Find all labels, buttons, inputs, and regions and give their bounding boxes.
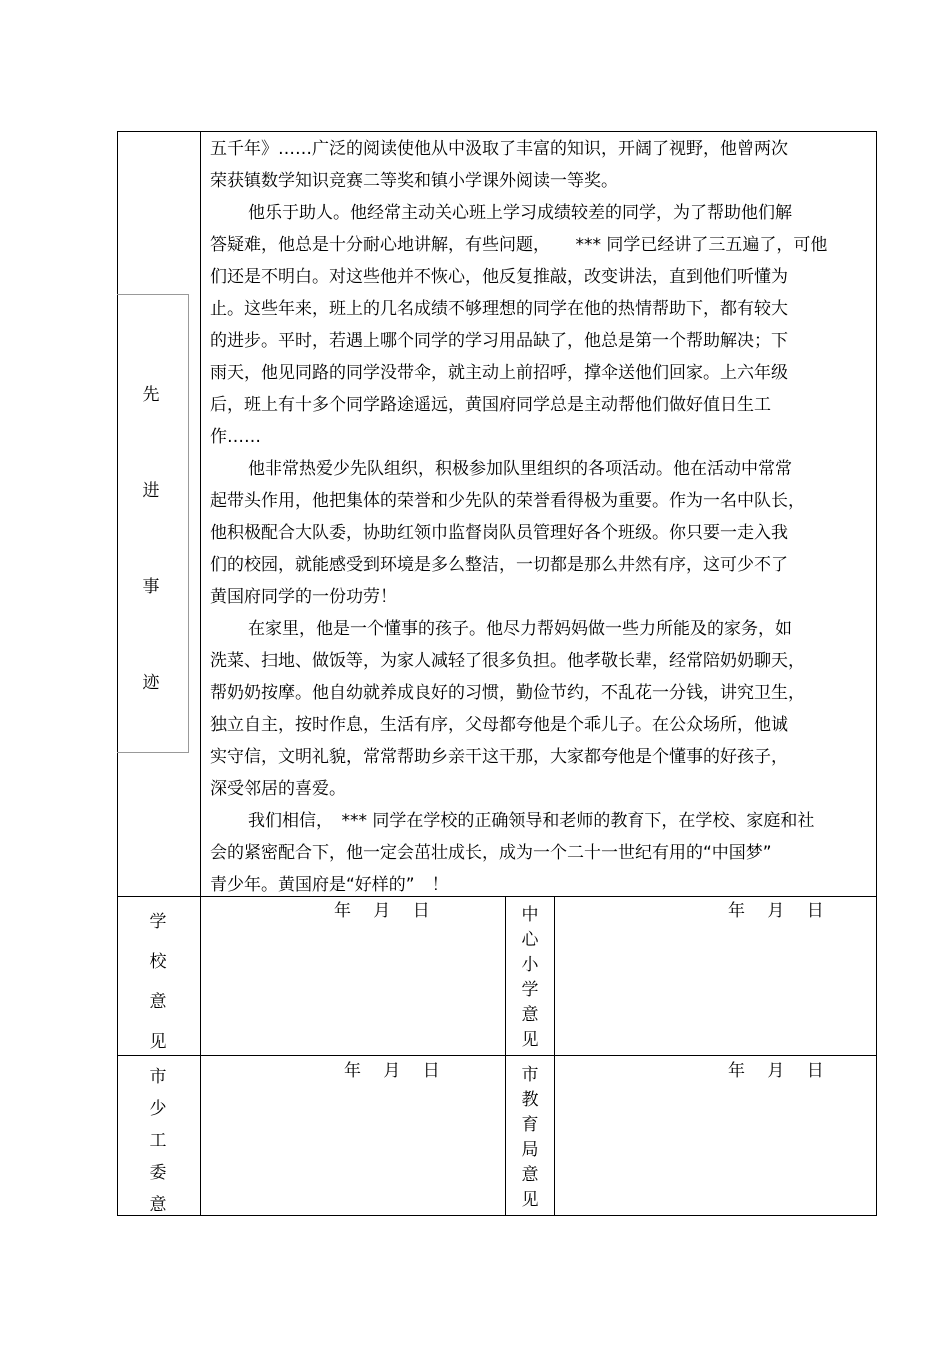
text-line: 实守信，文明礼貌，常常帮助乡亲干这干那，大家都夸他是个懂事的好孩子， xyxy=(210,747,788,767)
text-line: 他乐于助人。他经常主动关心班上学习成绩较差的同学，为了帮助他们解 xyxy=(248,203,792,223)
text-line: 他积极配合大队委，协助红领巾监督岗队员管理好各个班级。你只要一走入我 xyxy=(210,523,788,543)
label-char: 中 xyxy=(521,905,539,925)
text-line: 帮奶奶按摩。他自幼就养成良好的习惯，勤俭节约，不乱花一分钱，讲究卫生， xyxy=(210,683,805,703)
text-line: 他非常热爱少先队组织，积极参加队里组织的各项活动。他在活动中常常 xyxy=(248,459,792,479)
achievements-text xyxy=(210,133,860,901)
text-line: 青少年。黄国府是“好样的” ！ xyxy=(210,875,449,895)
city-youth-committee-label-char: 市 xyxy=(149,1067,167,1087)
text-line: 我们相信， *** 同学在学校的正确领导和老师的教育下，在学校、家庭和社 xyxy=(248,811,815,831)
city-youth-committee-label-char: 委 xyxy=(149,1163,167,1183)
label-char: 小 xyxy=(521,955,539,975)
label-char: 见 xyxy=(521,1190,539,1210)
text-line: 答疑难，他总是十分耐心地讲解，有些问题， *** 同学已经讲了三五遍了，可他 xyxy=(210,235,828,255)
text-line: 深受邻居的喜爱。 xyxy=(210,779,346,799)
center-school-opinion-label xyxy=(519,903,541,1053)
text-line: 雨天，他见同路的同学没带伞，就主动上前招呼，撑伞送他们回家。上六年级 xyxy=(210,363,788,383)
text-line: 独立自主，按时作息，生活有序，父母都夸他是个乖儿子。在公众场所，他诚 xyxy=(210,715,788,735)
label-char: 育 xyxy=(521,1115,539,1135)
text-line: 荣获镇数学知识竞赛二等奖和镇小学课外阅读一等奖。 xyxy=(210,171,618,191)
text-line: 五千年》……广泛的阅读使他从中汲取了丰富的知识，开阔了视野，他曾两次 xyxy=(210,139,788,159)
text-line: 后，班上有十多个同学路途遥远，黄国府同学总是主动帮他们做好值日生工 xyxy=(210,395,771,415)
school-opinion-label-char: 意 xyxy=(149,992,167,1012)
school-opinion-label-char: 见 xyxy=(149,1032,167,1052)
achievements-label-char: 迹 xyxy=(142,673,160,693)
row-divider-2 xyxy=(117,1055,877,1056)
education-bureau-opinion-label xyxy=(519,1063,541,1213)
achievements-label-char: 先 xyxy=(142,385,160,405)
label-char: 市 xyxy=(521,1065,539,1085)
label-char: 意 xyxy=(521,1005,539,1025)
label-char: 心 xyxy=(521,930,539,950)
text-line: 止。这些年来，班上的几名成绩不够理想的同学在他的热情帮助下，都有较大 xyxy=(210,299,788,319)
text-line: 起带头作用，他把集体的荣誉和少先队的荣誉看得极为重要。作为一名中队长， xyxy=(210,491,805,511)
text-line: 在家里，他是一个懂事的孩子。他尽力帮妈妈做一些力所能及的家务，如 xyxy=(248,619,792,639)
opinion-divider-b xyxy=(554,896,555,1216)
text-line: 会的紧密配合下，他一定会茁壮成长，成为一个二十一世纪有用的“中国梦” xyxy=(210,843,772,863)
city-youth-committee-label-char: 意 xyxy=(149,1195,167,1215)
text-line: 的进步。平时，若遇上哪个同学的学习用品缺了，他总是第一个帮助解决；下 xyxy=(210,331,788,351)
text-line: 们还是不明白。对这些他并不恢心，他反复推敲，改变讲法，直到他们听懂为 xyxy=(210,267,788,287)
city-youth-committee-date: 年 月 日 xyxy=(344,1061,440,1081)
label-char: 教 xyxy=(521,1090,539,1110)
label-char: 见 xyxy=(521,1030,539,1050)
opinion-divider-a xyxy=(505,896,506,1216)
school-opinion-date: 年 月 日 xyxy=(334,901,430,921)
label-char: 局 xyxy=(521,1140,539,1160)
center-school-opinion-date: 年 月 日 xyxy=(728,901,824,921)
education-bureau-opinion-date: 年 月 日 xyxy=(728,1061,824,1081)
text-line: 黄国府同学的一份功劳！ xyxy=(210,587,397,607)
text-line: 们的校园，就能感受到环境是多么整洁，一切都是那么井然有序，这可少不了 xyxy=(210,555,788,575)
label-char: 学 xyxy=(521,980,539,1000)
achievements-label-char: 进 xyxy=(142,481,160,501)
city-youth-committee-label-char: 工 xyxy=(149,1131,167,1151)
text-line: 作…… xyxy=(210,427,261,447)
school-opinion-label-char: 校 xyxy=(149,952,167,972)
label-column-divider xyxy=(200,131,201,1216)
text-line: 洗菜、扫地、做饭等，为家人减轻了很多负担。他孝敬长辈，经常陪奶奶聊天， xyxy=(210,651,805,671)
achievements-label-char: 事 xyxy=(142,577,160,597)
school-opinion-label-char: 学 xyxy=(149,912,167,932)
label-char: 意 xyxy=(521,1165,539,1185)
city-youth-committee-label-char: 少 xyxy=(149,1099,167,1119)
